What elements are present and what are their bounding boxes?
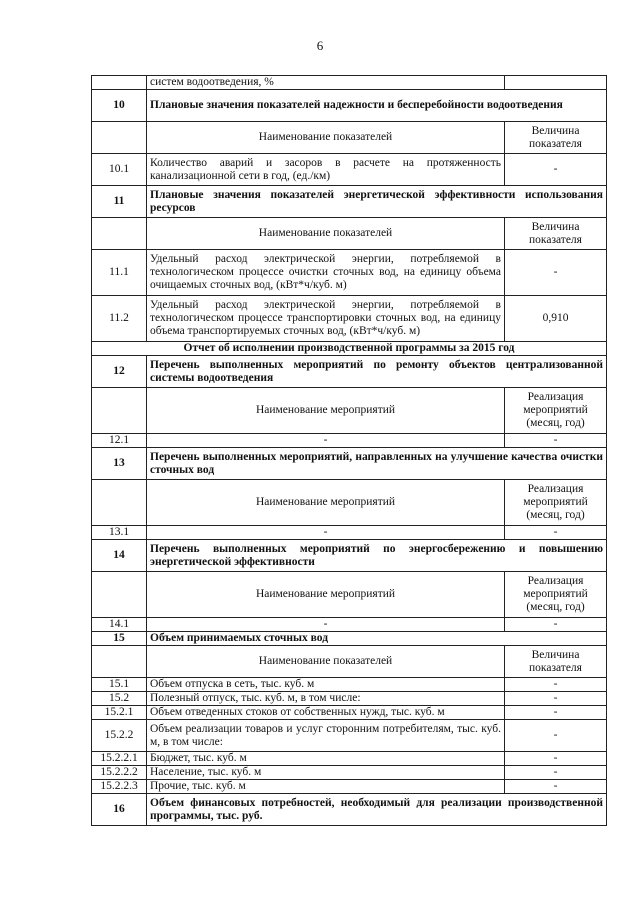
table-row: [92, 122, 607, 154]
section-number: 13: [92, 448, 147, 480]
row-description: -: [147, 434, 505, 448]
section-title: Перечень выполненных мероприятий по энергосбережению и повышению энергетической эффективности: [147, 540, 607, 572]
table-row: [92, 526, 607, 540]
table-row: [92, 766, 607, 780]
table-row: [92, 434, 607, 448]
column-header-value: Реализация мероприятий (месяц, год): [505, 388, 607, 434]
table-row: [92, 752, 607, 766]
section-number: 11: [92, 186, 147, 218]
row-description: -: [147, 526, 505, 540]
column-header-value: Величина показателя: [505, 218, 607, 250]
row-description: Удельный расход электрической энергии, потребляемой в технологическом процессе очистки сточных вод, на единицу объема очищаемых сточных вод, (кВт*ч/куб. м): [147, 250, 505, 296]
table-row: [92, 480, 607, 526]
section-title: Объем финансовых потребностей, необходимый для реализации производственной программы, тыс. руб.: [147, 794, 607, 826]
row-number: 15.2.2.1: [92, 752, 147, 766]
table-row: [92, 356, 607, 388]
column-header-name: Наименование показателей: [147, 646, 505, 678]
table-row: [92, 186, 607, 218]
section-number: 15: [92, 632, 147, 646]
section-title: Плановые значения показателей надежности и бесперебойности водоотведения: [147, 90, 607, 122]
row-number: 13.1: [92, 526, 147, 540]
row-number: 14.1: [92, 618, 147, 632]
table-row: [92, 720, 607, 752]
row-value: -: [505, 720, 607, 752]
column-header-value: Реализация мероприятий (месяц, год): [505, 480, 607, 526]
section-title: Перечень выполненных мероприятий по ремонту объектов централизованной системы водоотведения: [147, 356, 607, 388]
table-row: [92, 794, 607, 826]
table-row: [92, 540, 607, 572]
row-number: 15.2.1: [92, 706, 147, 720]
empty-cell: [92, 480, 147, 526]
row-description: Бюджет, тыс. куб. м: [147, 752, 505, 766]
row-number: 15.2.2: [92, 720, 147, 752]
row-number: 15.1: [92, 678, 147, 692]
production-program-table: [91, 75, 607, 826]
table-row: [92, 780, 607, 794]
table-row: [92, 296, 607, 342]
section-title: Перечень выполненных мероприятий, направленных на улучшение качества очистки сточных вод: [147, 448, 607, 480]
empty-cell: [92, 646, 147, 678]
row-description: Количество аварий и засоров в расчете на протяженность канализационной сети в год, (ед./км): [147, 154, 505, 186]
table-row: [92, 76, 607, 90]
column-header-name: Наименование показателей: [147, 122, 505, 154]
row-value: -: [505, 526, 607, 540]
row-number: 15.2.2.3: [92, 780, 147, 794]
row-value: -: [505, 250, 607, 296]
row-description: Полезный отпуск, тыс. куб. м, в том числе:: [147, 692, 505, 706]
column-header-name: Наименование мероприятий: [147, 572, 505, 618]
row-value: -: [505, 706, 607, 720]
row-number: 11.2: [92, 296, 147, 342]
column-header-name: Наименование мероприятий: [147, 480, 505, 526]
row-value: -: [505, 766, 607, 780]
row-number: [92, 76, 147, 90]
section-title: Плановые значения показателей энергетической эффективности использования ресурсов: [147, 186, 607, 218]
table-row: [92, 572, 607, 618]
table-row: [92, 154, 607, 186]
row-number: 12.1: [92, 434, 147, 448]
column-header-name: Наименование мероприятий: [147, 388, 505, 434]
report-heading: Отчет об исполнении производственной программы за 2015 год: [92, 342, 607, 356]
column-header-value: Величина показателя: [505, 122, 607, 154]
empty-cell: [92, 218, 147, 250]
row-value: -: [505, 154, 607, 186]
row-value: -: [505, 678, 607, 692]
row-number: 11.1: [92, 250, 147, 296]
table-row: [92, 90, 607, 122]
column-header-name: Наименование показателей: [147, 218, 505, 250]
table-row: [92, 678, 607, 692]
row-number: 15.2: [92, 692, 147, 706]
table-row: [92, 250, 607, 296]
page-number: 6: [316, 38, 324, 53]
row-value: [505, 76, 607, 90]
row-description: -: [147, 618, 505, 632]
row-value: -: [505, 780, 607, 794]
row-value: -: [505, 618, 607, 632]
row-number: 10.1: [92, 154, 147, 186]
empty-cell: [92, 388, 147, 434]
table-row: [92, 632, 607, 646]
section-number: 16: [92, 794, 147, 826]
column-header-value: Реализация мероприятий (месяц, год): [505, 572, 607, 618]
section-number: 14: [92, 540, 147, 572]
table-row: [92, 218, 607, 250]
row-value: -: [505, 692, 607, 706]
table-row: [92, 342, 607, 356]
empty-cell: [92, 122, 147, 154]
table-row: [92, 618, 607, 632]
row-description: Удельный расход электрической энергии, потребляемой в технологическом процессе транспортировки сточных вод, на единицу объема транспортируемых сточных вод, (кВт*ч/куб. м): [147, 296, 505, 342]
column-header-value: Величина показателя: [505, 646, 607, 678]
table-row: [92, 706, 607, 720]
row-description: Население, тыс. куб. м: [147, 766, 505, 780]
table-row: [92, 646, 607, 678]
table-row: [92, 692, 607, 706]
section-title: Объем принимаемых сточных вод: [147, 632, 607, 646]
row-value: -: [505, 752, 607, 766]
row-number: 15.2.2.2: [92, 766, 147, 780]
row-description: Объем отведенных стоков от собственных нужд, тыс. куб. м: [147, 706, 505, 720]
row-value: 0,910: [505, 296, 607, 342]
row-description: систем водоотведения, %: [147, 76, 505, 90]
table-row: [92, 448, 607, 480]
section-number: 10: [92, 90, 147, 122]
row-value: -: [505, 434, 607, 448]
empty-cell: [92, 572, 147, 618]
row-description: Объем реализации товаров и услуг сторонним потребителям, тыс. куб. м, в том числе:: [147, 720, 505, 752]
section-number: 12: [92, 356, 147, 388]
row-description: Объем отпуска в сеть, тыс. куб. м: [147, 678, 505, 692]
row-description: Прочие, тыс. куб. м: [147, 780, 505, 794]
table-row: [92, 388, 607, 434]
